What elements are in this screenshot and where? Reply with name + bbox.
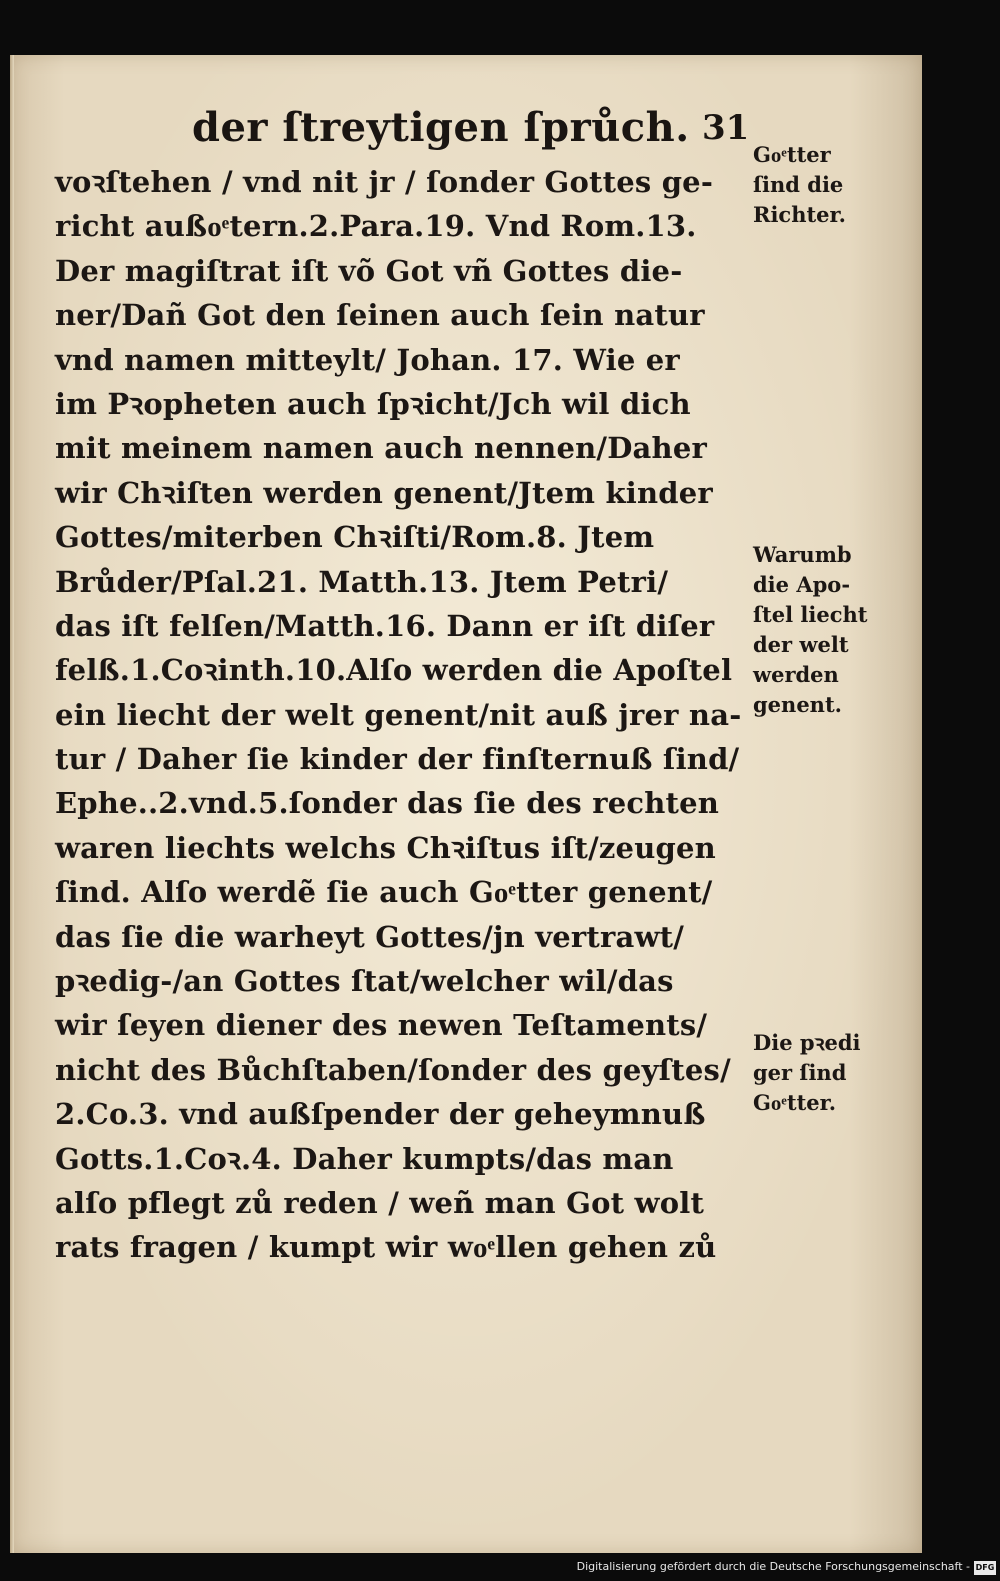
text-line: Gottes/miterben Chꝛiſti/Rom.8. Jtem	[55, 520, 655, 555]
page-edge	[10, 55, 14, 1553]
running-head: der ſtreytigen ſprůch.	[192, 104, 690, 151]
marginal-line: die Apo-	[753, 572, 851, 597]
text-line: Der magiſtrat iſt võ Got vñ Gottes die-	[55, 253, 683, 288]
page-number: 31	[702, 108, 750, 148]
marginal-line: Goͤtter	[753, 142, 831, 167]
text-line: ner/Dañ Got den ſeinen auch ſein natur	[55, 298, 705, 333]
text-line: tur / Daher ſie kinder der finſternuß ſind/	[55, 742, 740, 777]
marginal-line: Richter.	[753, 202, 846, 227]
page-header	[182, 100, 750, 160]
text-line: wir Chꝛiſten werden genent/Jtem kinder	[55, 475, 713, 510]
marginal-line: Goͤtter.	[753, 1090, 837, 1115]
footer-bar	[0, 1557, 1000, 1581]
text-line: voꝛſtehen / vnd nit jr / ſonder Gottes ge-	[55, 165, 714, 199]
body-text	[55, 160, 745, 1270]
text-line: nicht des Bůchſtaben/ſonder des geyſtes/	[55, 1052, 731, 1087]
text-line: richt außoͤtern.2.Para.19. Vnd Rom.13.	[55, 209, 697, 244]
marginal-line: ſind die	[753, 172, 844, 197]
text-line: Brůder/Pſal.21. Matth.13. Jtem Petri/	[55, 564, 669, 599]
marginal-note-apostles	[753, 540, 903, 720]
marginal-note-judges	[753, 140, 903, 230]
marginal-line: Warumb	[753, 542, 852, 567]
funding-credit: Digitalisierung gefördert durch die Deutsche Forschungsgemeinschaft -	[576, 1560, 970, 1573]
text-line: ein liecht der welt genent/nit auß jrer na-	[55, 697, 742, 732]
text-line: Ephe..2.vnd.5.ſonder das ſie des rechten	[55, 786, 720, 821]
dfg-logo-icon: DFG	[974, 1561, 996, 1575]
text-line: felß.1.Coꝛinth.10.Alſo werden die Apoſtel	[55, 653, 733, 688]
text-line: pꝛedig-/an Gottes ſtat/welcher wil/das	[55, 964, 674, 999]
text-line: waren liechts welchs Chꝛiſtus iſt/zeugen	[55, 830, 716, 865]
text-line: vnd namen mitteylt/ Johan. 17. Wie er	[55, 342, 680, 377]
text-line: Gotts.1.Coꝛ.4. Daher kumpts/das man	[55, 1141, 674, 1176]
marginal-line: werden	[753, 662, 839, 687]
marginal-line: der welt	[753, 632, 849, 657]
text-line: alſo pflegt zů reden / weñ man Got wolt	[55, 1185, 705, 1220]
text-line: 2.Co.3. vnd außſpender der geheymnuß	[55, 1097, 706, 1132]
text-line: im Pꝛopheten auch ſpꝛicht/Jch wil dich	[55, 386, 691, 421]
text-line: ſind. Alſo werdẽ ſie auch Goͤtter genent/	[55, 875, 713, 910]
text-line: rats fragen / kumpt wir woͤllen gehen zů	[55, 1230, 717, 1265]
text-line: das iſt felſen/Matth.16. Dann er iſt diſer	[55, 608, 715, 643]
marginal-line: genent.	[753, 692, 842, 717]
marginal-line: ſtel liecht	[753, 602, 868, 627]
marginal-note-preachers	[753, 1028, 903, 1118]
marginal-line: ger ſind	[753, 1060, 847, 1085]
text-line: wir ſeyen diener des newen Teſtaments/	[55, 1008, 708, 1043]
marginal-line: Die pꝛedi	[753, 1030, 861, 1055]
text-line: das ſie die warheyt Gottes/jn vertrawt/	[55, 919, 685, 954]
text-line: mit meinem namen auch nennen/Daher	[55, 431, 707, 466]
